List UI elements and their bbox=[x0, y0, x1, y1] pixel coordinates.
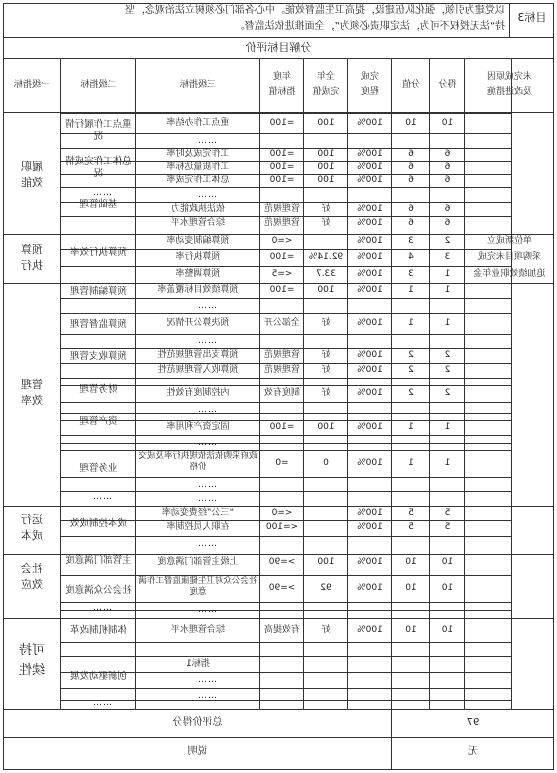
row-line bbox=[61, 313, 512, 314]
group-budget: 执行 bbox=[21, 259, 43, 272]
cell-target: <=0 bbox=[271, 507, 293, 518]
cell-target: 制度有效 bbox=[264, 388, 301, 398]
col-header-target: 年度 bbox=[273, 72, 292, 82]
cell-score: 6 bbox=[444, 203, 451, 214]
cell-weight: 5 bbox=[408, 521, 414, 532]
cell-l3: 内控制度有效性 bbox=[166, 388, 230, 398]
cell-l3: “三公”经费变动率 bbox=[161, 507, 235, 518]
cell-rate: 100% bbox=[357, 117, 383, 128]
ellipsis-placeholder: …… bbox=[197, 675, 217, 685]
cell-rate: 100% bbox=[357, 350, 383, 360]
cell-reason: 采购项目未完成 bbox=[478, 252, 542, 262]
cell-l2: 预算编制管理 bbox=[70, 286, 128, 297]
row-line bbox=[61, 700, 512, 701]
cell-score: 6 bbox=[444, 217, 451, 228]
ellipsis-placeholder: …… bbox=[197, 480, 217, 490]
cell-weight: 1 bbox=[408, 318, 414, 328]
ellipsis-placeholder: …… bbox=[197, 190, 217, 200]
ellipsis-placeholder: …… bbox=[197, 605, 217, 615]
cell-target: 管理规范 bbox=[264, 365, 301, 375]
cell-l3: 预算执行率 bbox=[175, 252, 221, 262]
cell-weight: 3 bbox=[408, 269, 414, 279]
divider bbox=[3, 37, 554, 38]
cell-rate: 100% bbox=[357, 458, 383, 468]
cell-rate: 100% bbox=[357, 217, 383, 228]
row-line bbox=[61, 656, 512, 657]
cell-score: 5 bbox=[444, 507, 451, 518]
row-line bbox=[61, 450, 512, 451]
ellipsis-placeholder: …… bbox=[92, 492, 112, 502]
ellipsis-placeholder: …… bbox=[197, 405, 217, 415]
cell-actual: 100 bbox=[317, 162, 335, 172]
target-text-line2: 持“法无授权不可为，法定职责必须为”，全面推进依法监督。 bbox=[234, 21, 505, 32]
cell-target: >=90 bbox=[268, 583, 296, 593]
col-header-level3: 三级指标 bbox=[180, 80, 217, 90]
notes-label: 说明 bbox=[187, 746, 208, 757]
section-title: 分解目标评价 bbox=[245, 41, 312, 54]
cell-l2: 主管部门满意度 bbox=[65, 555, 132, 566]
cell-target: =100 bbox=[269, 175, 295, 185]
cell-actual: 好 bbox=[321, 350, 331, 360]
cell-rate: 100% bbox=[357, 422, 383, 432]
cell-score: 1 bbox=[444, 285, 451, 295]
cell-l3: 在职人员控制率 bbox=[166, 521, 230, 532]
cell-l2: 创新驱动发展 bbox=[70, 670, 128, 682]
cell-actual: 92.14% bbox=[308, 252, 344, 262]
cell-weight: 1 bbox=[408, 285, 414, 295]
cell-score: 3 bbox=[444, 252, 451, 262]
col-header-actual: 全年 bbox=[317, 72, 336, 82]
col-header-rate: 程度 bbox=[361, 87, 380, 97]
cell-l2: 总体工作完成情况 bbox=[65, 155, 132, 179]
group-performance: 效能 bbox=[21, 176, 43, 189]
cell-weight: 6 bbox=[408, 217, 414, 228]
cell-actual: 100 bbox=[317, 149, 335, 159]
cell-weight: 4 bbox=[408, 252, 414, 262]
cell-rate: 100% bbox=[357, 318, 383, 328]
cell-target: 有效提高 bbox=[264, 624, 301, 635]
notes-value: 无 bbox=[468, 746, 478, 757]
cell-target: >=90 bbox=[268, 557, 296, 567]
group-sustain: 可持 bbox=[19, 643, 46, 658]
row-line bbox=[61, 187, 512, 188]
cell-actual: 0 bbox=[323, 458, 329, 468]
divider bbox=[3, 737, 554, 738]
cell-l2: 业务管理 bbox=[79, 462, 118, 474]
cell-target: <=100 bbox=[265, 521, 299, 532]
cell-l3: 政府采购依法依规执行率及成交价格 bbox=[138, 451, 258, 472]
cell-weight: 6 bbox=[408, 203, 414, 214]
ellipsis-placeholder: …… bbox=[197, 539, 217, 549]
cell-score: 10 bbox=[441, 557, 454, 567]
cell-reason: 追加绩效职业年金 bbox=[473, 269, 546, 279]
row-line bbox=[61, 113, 512, 114]
cell-l2: 基础管理 bbox=[79, 198, 118, 210]
cell-weight: 10 bbox=[405, 583, 417, 593]
row-line bbox=[61, 402, 512, 403]
cell-l3: 社会公众对卫生健康监督工作满意度 bbox=[138, 576, 258, 597]
col-header-weight: 分值 bbox=[402, 80, 421, 90]
group-performance: 履职 bbox=[21, 160, 43, 173]
cell-target: 管理规范 bbox=[264, 350, 301, 360]
divider bbox=[3, 58, 554, 59]
row-line bbox=[61, 298, 512, 299]
row-line bbox=[61, 348, 512, 349]
group-social: 效应 bbox=[21, 578, 43, 591]
cell-l2: 成本控制成效 bbox=[70, 518, 128, 529]
cell-actual: 92 bbox=[320, 583, 332, 593]
cell-l3: 预算绩效目标覆盖率 bbox=[157, 285, 239, 295]
row-line bbox=[61, 477, 512, 478]
cell-l3: 预算收入管理规范性 bbox=[157, 365, 239, 375]
cell-actual: 33.7 bbox=[315, 269, 337, 279]
ellipsis-placeholder: …… bbox=[197, 494, 217, 504]
cell-l3: 上级主管部门满意度 bbox=[157, 557, 239, 567]
cell-score: 2 bbox=[444, 236, 451, 246]
cell-weight: 10 bbox=[405, 117, 417, 128]
cell-score: 10 bbox=[441, 624, 454, 635]
col-header-rate: 完成 bbox=[361, 72, 380, 82]
cell-actual: 100 bbox=[317, 175, 335, 185]
cell-weight: 5 bbox=[408, 507, 414, 518]
cell-l2: 预算监督管理 bbox=[70, 318, 128, 330]
cell-weight: 10 bbox=[405, 557, 417, 567]
cell-rate: 100% bbox=[357, 252, 383, 262]
cell-rate: 100% bbox=[357, 149, 383, 159]
cell-actual: 100 bbox=[317, 557, 335, 567]
ellipsis-placeholder: …… bbox=[197, 301, 217, 311]
group-operation: 成本 bbox=[21, 529, 43, 542]
group-social: 社会 bbox=[21, 562, 43, 575]
cell-l2: 财务管理 bbox=[79, 383, 118, 395]
row-line bbox=[61, 575, 512, 576]
cell-l3: 总体工作完成率 bbox=[166, 175, 230, 185]
cell-weight: 2 bbox=[408, 388, 414, 398]
row-line bbox=[61, 536, 512, 537]
cell-l3: 固定资产利用率 bbox=[166, 422, 230, 432]
cell-actual: 好 bbox=[321, 388, 331, 398]
cell-rate: 100% bbox=[357, 583, 383, 593]
ellipsis-placeholder: …… bbox=[92, 698, 112, 708]
cell-score: 1 bbox=[444, 458, 451, 468]
cell-rate: 100% bbox=[357, 365, 383, 375]
cell-weight: 10 bbox=[405, 624, 417, 635]
total-score-label: 总评价得分 bbox=[172, 717, 223, 728]
cell-target: 全部公开 bbox=[264, 318, 301, 328]
row-line bbox=[61, 334, 512, 335]
cell-weight: 6 bbox=[408, 175, 414, 185]
cell-score: 6 bbox=[444, 162, 451, 172]
cell-score: 1 bbox=[444, 318, 451, 328]
cell-l2: 预算收支管理 bbox=[70, 351, 128, 362]
group-management: 管理 bbox=[21, 378, 43, 391]
total-score-value: 97 bbox=[466, 717, 480, 728]
row-line bbox=[61, 491, 512, 492]
cell-actual: 100 bbox=[317, 117, 335, 128]
row-line bbox=[61, 610, 512, 611]
cell-rate: 100% bbox=[357, 162, 383, 172]
cell-target: =100 bbox=[269, 117, 295, 128]
cell-score: 6 bbox=[444, 149, 451, 159]
row-line bbox=[61, 602, 512, 603]
cell-l3: 综合管理水平 bbox=[171, 217, 226, 228]
cell-rate: 100% bbox=[357, 557, 383, 567]
row-line bbox=[61, 378, 512, 379]
cell-l3: 预算调整率 bbox=[175, 269, 221, 279]
col-header-target: 指标值 bbox=[268, 87, 296, 97]
row-line bbox=[61, 435, 512, 436]
group-sustain: 续性 bbox=[19, 663, 46, 678]
cell-score: 1 bbox=[444, 422, 451, 432]
cell-weight: 1 bbox=[408, 422, 414, 432]
cell-target: =100 bbox=[269, 252, 295, 262]
cell-target: <=0 bbox=[271, 236, 293, 246]
cell-actual: 好 bbox=[321, 217, 331, 228]
cell-rate: 100% bbox=[357, 269, 383, 279]
cell-weight: 6 bbox=[408, 149, 414, 159]
cell-weight: 2 bbox=[408, 350, 414, 360]
cell-actual: 好 bbox=[321, 624, 331, 635]
cell-target: =100 bbox=[269, 149, 295, 159]
ellipsis-placeholder: …… bbox=[197, 136, 217, 146]
cell-target: =100 bbox=[269, 285, 295, 295]
cell-score: 2 bbox=[444, 350, 451, 360]
col-header-level1: 一级指标 bbox=[14, 80, 51, 90]
cell-weight: 3 bbox=[408, 236, 414, 246]
cell-target: <=5 bbox=[271, 269, 293, 279]
col-header-score: 得分 bbox=[438, 80, 457, 90]
cell-rate: 100% bbox=[357, 236, 383, 246]
col-header-reason: 未完成原因 bbox=[487, 72, 533, 82]
cell-reason: 单位新成立 bbox=[487, 236, 533, 246]
group-budget: 预算 bbox=[21, 243, 43, 256]
target-text-line1: 以党建为引领，强化队伍建设，提高卫生监督效能。中心各部门必须树立法治观念，坚 bbox=[125, 5, 505, 16]
cell-l2: 资产管理 bbox=[79, 416, 118, 427]
cell-rate: 100% bbox=[357, 285, 383, 295]
ellipsis-placeholder: …… bbox=[197, 691, 217, 701]
cell-l3: 工作完成及时率 bbox=[166, 149, 230, 159]
cell-target: =0 bbox=[275, 458, 289, 468]
row-line bbox=[61, 688, 512, 689]
cell-target: =100 bbox=[269, 422, 295, 432]
cell-score: 6 bbox=[444, 175, 451, 185]
cell-l2: 体制机制改革 bbox=[70, 625, 128, 636]
cell-score: 1 bbox=[444, 269, 451, 279]
cell-score: 10 bbox=[441, 583, 454, 593]
cell-rate: 100% bbox=[357, 521, 383, 532]
divider bbox=[3, 234, 554, 235]
cell-score: 5 bbox=[444, 521, 451, 532]
cell-l3: 重点工作办结率 bbox=[166, 117, 230, 128]
group-management: 效率 bbox=[21, 394, 43, 407]
cell-rate: 100% bbox=[357, 388, 383, 398]
divider bbox=[3, 618, 554, 619]
cell-rate: 100% bbox=[357, 507, 383, 518]
cell-l3: 指标1 bbox=[186, 658, 210, 669]
ellipsis-placeholder: …… bbox=[92, 188, 112, 198]
group-operation: 运行 bbox=[21, 513, 43, 526]
cell-l3: 预决算公开情况 bbox=[166, 318, 230, 328]
cell-l2: 重点工作履行情况 bbox=[65, 118, 132, 142]
cell-l3: 预算支出管理规范性 bbox=[157, 350, 239, 360]
cell-rate: 100% bbox=[357, 203, 383, 214]
ellipsis-placeholder: …… bbox=[92, 603, 112, 613]
col-header-actual: 完成值 bbox=[312, 87, 340, 97]
cell-actual: 好 bbox=[321, 318, 331, 328]
cell-actual: 100 bbox=[317, 285, 335, 295]
divider bbox=[3, 283, 554, 284]
cell-score: 2 bbox=[444, 388, 451, 398]
ellipsis-placeholder: …… bbox=[197, 438, 217, 448]
cell-l3: 预算编制变动率 bbox=[166, 236, 230, 246]
cell-weight: 6 bbox=[408, 162, 414, 172]
row-line bbox=[61, 363, 512, 364]
cell-actual: 100 bbox=[317, 422, 335, 432]
cell-weight: 2 bbox=[408, 365, 414, 375]
cell-score: 10 bbox=[441, 117, 454, 128]
cell-score: 2 bbox=[444, 365, 451, 375]
cell-actual: 好 bbox=[321, 365, 331, 375]
cell-actual: 好 bbox=[321, 203, 331, 214]
row-line bbox=[61, 413, 512, 414]
cell-target: 管理规范 bbox=[264, 203, 301, 214]
cell-l3: 依法执政能力 bbox=[171, 203, 226, 214]
row-line bbox=[61, 266, 512, 267]
row-line bbox=[61, 642, 512, 643]
cell-l2: 社会公众满意度 bbox=[65, 584, 132, 596]
cell-weight: 1 bbox=[408, 458, 414, 468]
cell-l3: 工作质量达标率 bbox=[166, 162, 230, 172]
cell-l3: 综合管理水平 bbox=[171, 624, 226, 635]
cell-rate: 100% bbox=[357, 175, 383, 185]
cell-target: =100 bbox=[269, 162, 295, 172]
row-line bbox=[61, 443, 512, 444]
cell-rate: 100% bbox=[357, 624, 383, 635]
cell-target: 管理规范 bbox=[264, 217, 301, 228]
col-header-reason: 及改进措施 bbox=[487, 87, 533, 97]
cell-l2: 预算执行效率 bbox=[70, 246, 128, 258]
target-label: 目标3 bbox=[517, 11, 547, 24]
ellipsis-placeholder: …… bbox=[197, 336, 217, 346]
divider bbox=[3, 709, 554, 710]
col-line bbox=[511, 58, 512, 709]
col-header-level2: 二级指标 bbox=[80, 80, 117, 90]
